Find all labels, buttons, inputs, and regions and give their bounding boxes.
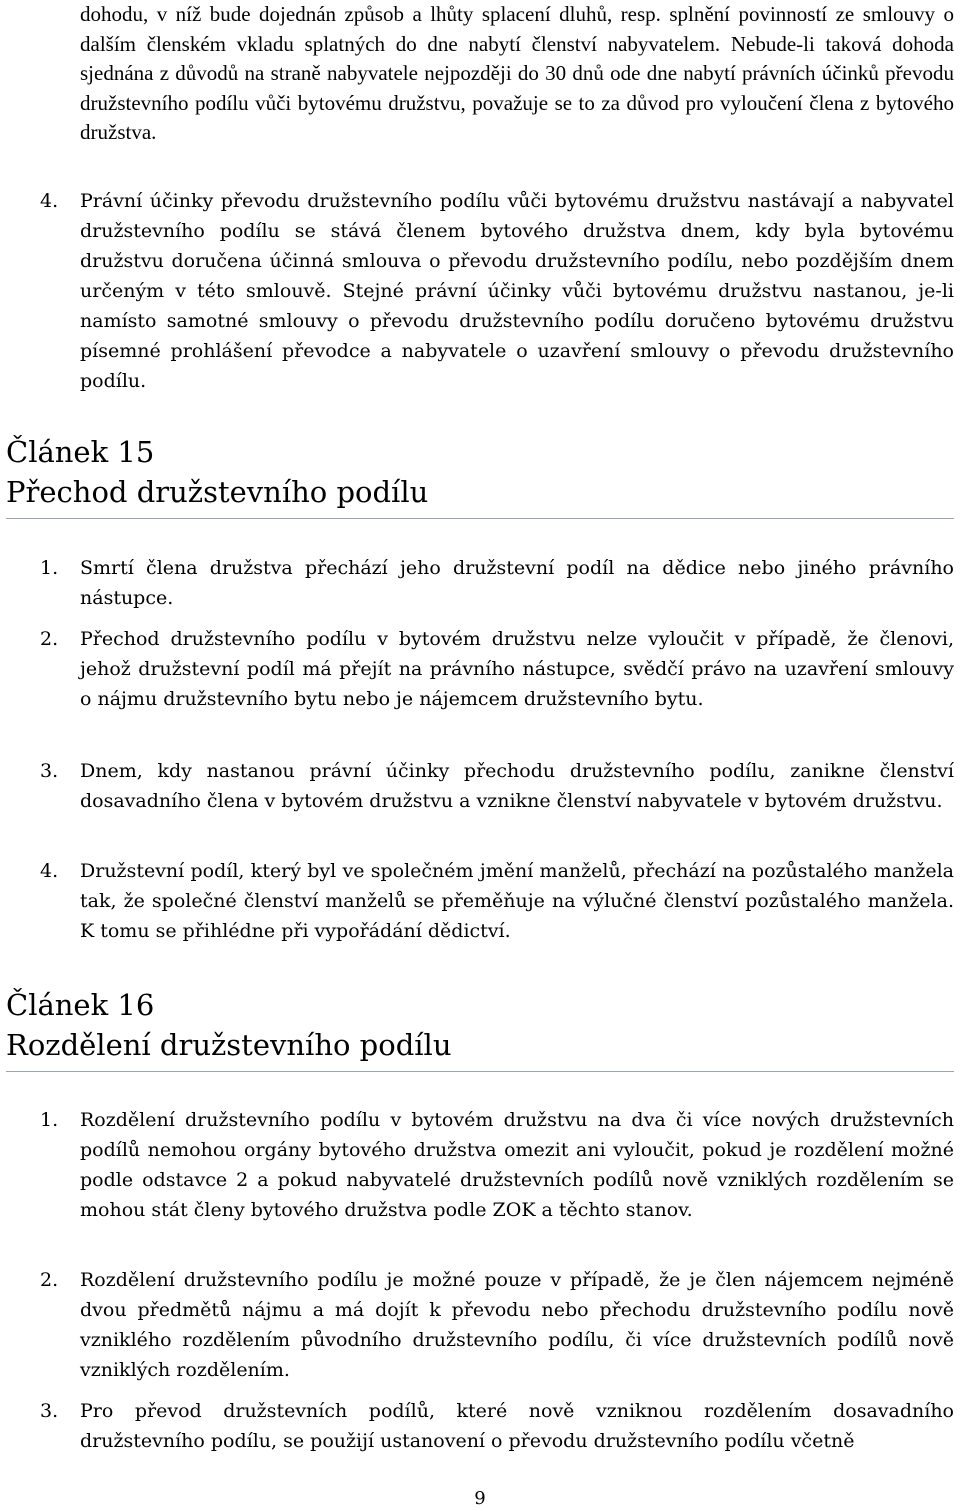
paragraph-4	[40, 186, 954, 396]
article-15-item-2	[40, 624, 954, 714]
item-text: Pro převod družstevních podílů, které nově vzniknou rozdělením dosavadního družstevního podílu, se použijí ustanovení o převodu družstevního podílu včetně	[80, 1400, 954, 1452]
heading-rule	[6, 1071, 954, 1072]
item-number: 3.	[40, 1400, 59, 1422]
item-number: 2.	[40, 628, 59, 650]
article-15-item-1	[40, 553, 954, 613]
article-15-item-4	[40, 856, 954, 946]
article-16-title: Rozdělení družstevního podílu	[6, 1028, 452, 1062]
article-16-item-1	[40, 1105, 954, 1225]
item-number: 4.	[40, 860, 59, 882]
item-text: Rozdělení družstevního podílu v bytovém družstvu na dva či více nových družstevních podílů nemohou orgány bytového družstva omezit ani vyloučit, pokud je rozdělení možné podle odstavce 2 a pokud nabyvatelé družstevních podílů nově vzniklých rozdělením se mohou stát členy bytového družstva podle ZOK a těchto stanov.	[80, 1109, 954, 1221]
article-16-item-3	[40, 1396, 954, 1456]
item-number: 1.	[40, 557, 59, 579]
heading-rule	[6, 518, 954, 519]
item-text: Přechod družstevního podílu v bytovém družstvu nelze vyloučit v případě, že členovi, jehož družstevní podíl má přejít na právního nástupce, svědčí právo na uzavření smlouvy o nájmu družstevního bytu nebo je nájemcem družstevního bytu.	[80, 628, 954, 710]
item-number: 1.	[40, 1109, 59, 1131]
article-16-item-2	[40, 1265, 954, 1385]
item-text: Rozdělení družstevního podílu je možné pouze v případě, že je člen nájemcem nejméně dvou předmětů nájmu a má dojít k převodu nebo přechodu družstevního podílu nově vzniklého rozdělením původního družstevního podílu, či více družstevních podílů nově vzniklých rozdělením.	[80, 1269, 954, 1381]
article-15-item-3	[40, 756, 954, 816]
paragraph-text: Právní účinky převodu družstevního podílu vůči bytovému družstvu nastávají a nabyvatel družstevního podílu se stává členem bytového družstva dnem, kdy byla bytovému družstvu doručena účinná smlouva o převodu družstevního podílu, nebo pozdějším dnem určeným v této smlouvě. Stejné právní účinky vůči bytovému družstvu nastanou, je-li namísto samotné smlouvy o převodu družstevního podílu doručeno bytovému družstvu písemné prohlášení převodce a nabyvatele o uzavření smlouvy o převodu družstevního podílu.	[80, 190, 954, 392]
page-number: 9	[474, 1488, 486, 1509]
article-15-title: Přechod družstevního podílu	[6, 475, 429, 509]
item-text: Dnem, kdy nastanou právní účinky přechodu družstevního podílu, zanikne členství dosavadního člena v bytovém družstvu a vznikne členství nabyvatele v bytovém družstvu.	[80, 760, 954, 812]
article-15-number: Článek 15	[6, 435, 155, 469]
item-text: Družstevní podíl, který byl ve společném jmění manželů, přechází na pozůstalého manžela tak, že společné členství manželů se přeměňuje na výlučné členství pozůstalého manžela. K tomu se přihlédne při vypořádání dědictví.	[80, 860, 954, 942]
item-number: 2.	[40, 1269, 59, 1291]
item-text: Smrtí člena družstva přechází jeho družstevní podíl na dědice nebo jiného právního nástupce.	[80, 557, 954, 609]
paragraph-number: 4.	[40, 190, 59, 212]
continuation-paragraph: dohodu, v níž bude dojednán způsob a lhůty splacení dluhů, resp. splnění povinností ze smlouvy o dalším členském vkladu splatných do dne nabytí členství nabyvatelem. Nebude-li taková dohoda sjednána z důvodů na straně nabyvatele nejpozději do 30 dnů ode dne nabytí právních účinků převodu družstevního podílu vůči bytovému družstvu, považuje se to za důvod pro vyloučení člena z bytového družstva.	[80, 2, 954, 144]
item-number: 3.	[40, 760, 59, 782]
article-16-number: Článek 16	[6, 988, 155, 1022]
